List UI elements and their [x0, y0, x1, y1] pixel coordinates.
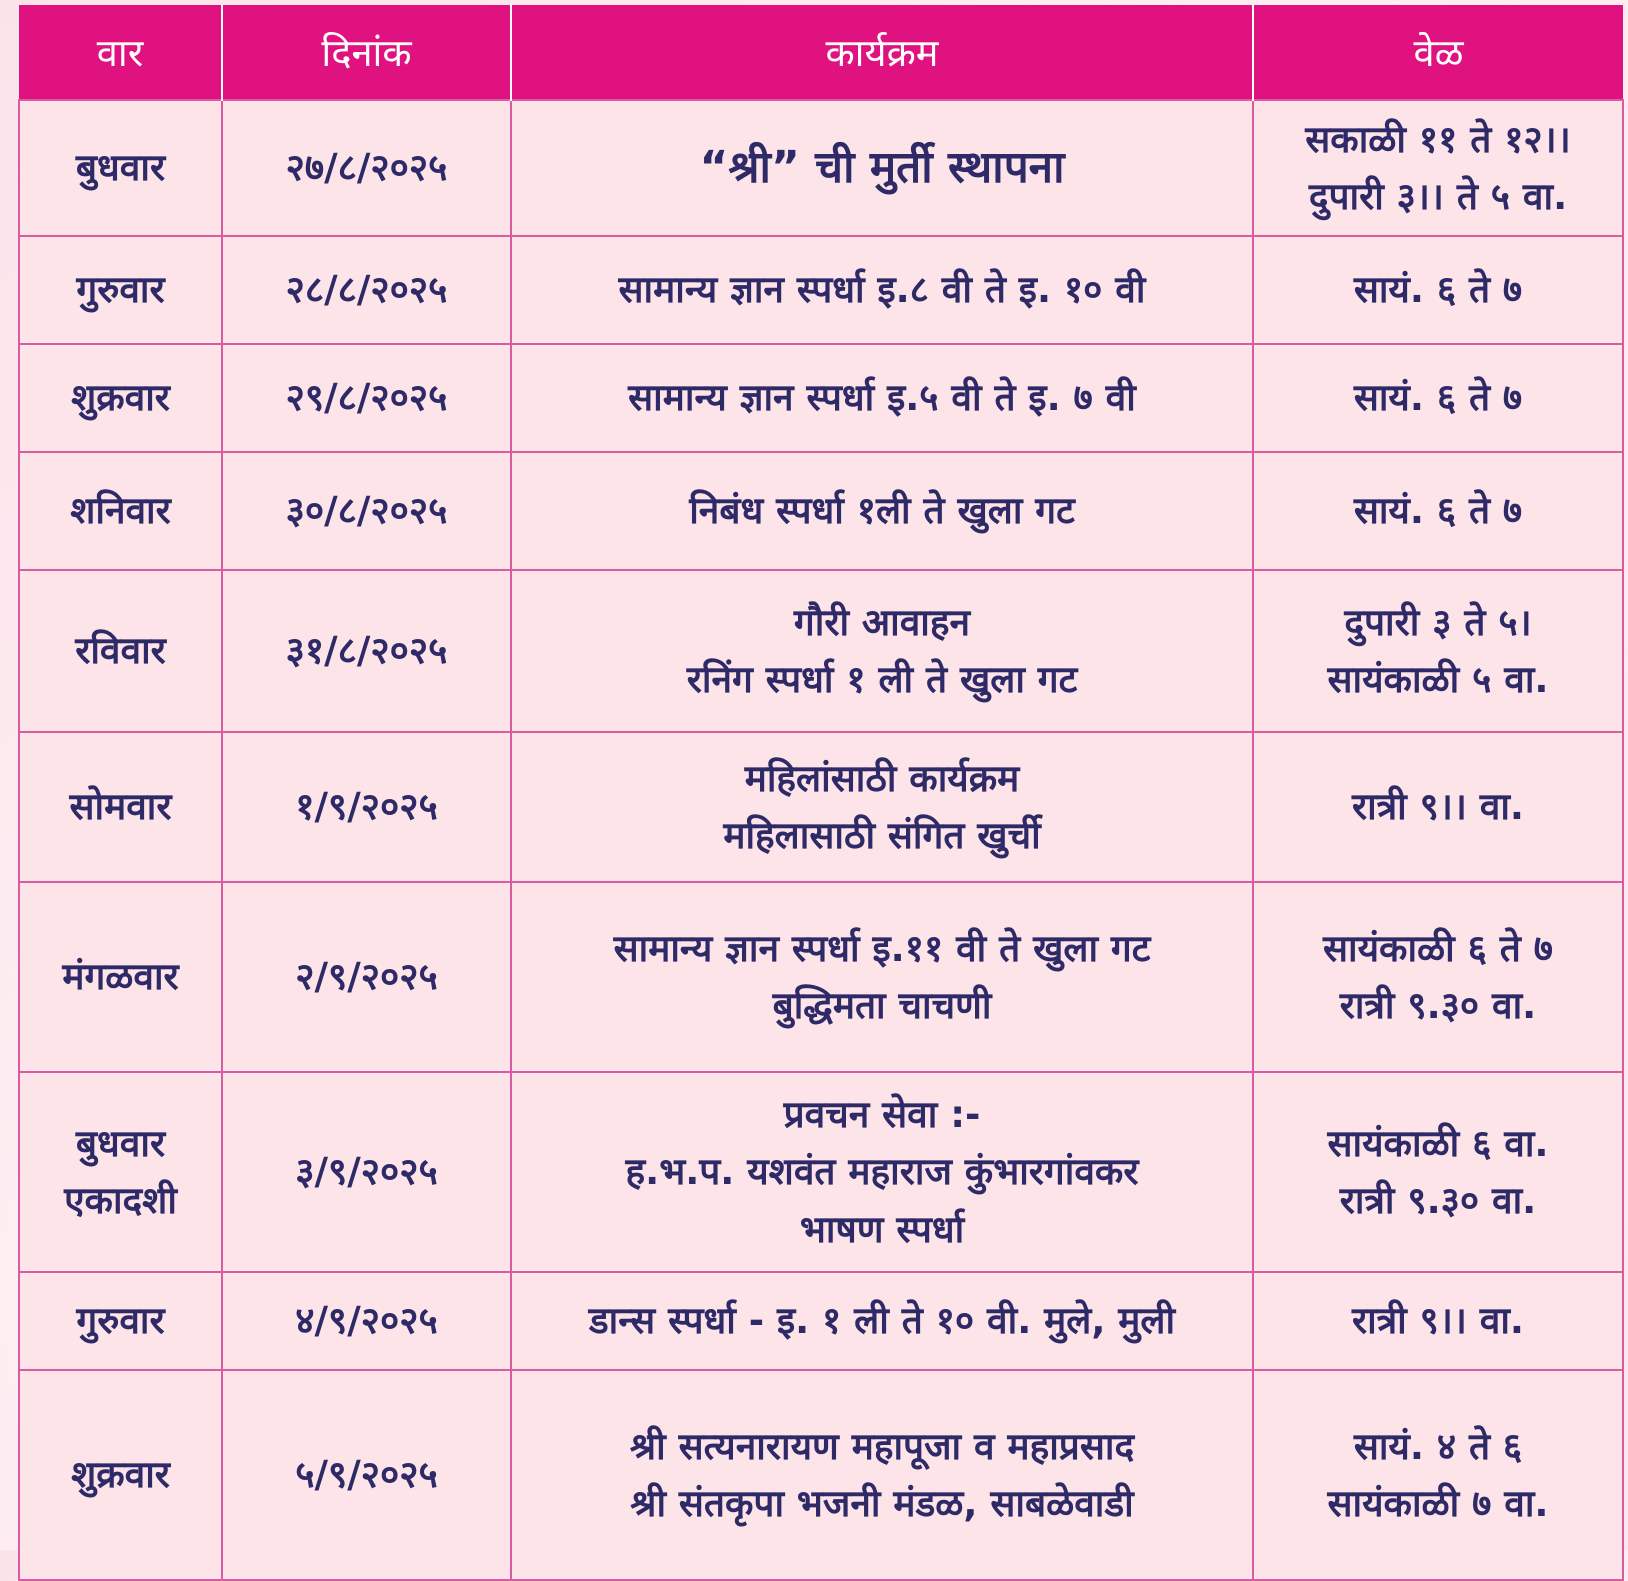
table-row — [19, 1072, 1623, 1272]
program-text: सामान्य ज्ञान स्पर्धा इ.११ वी ते खुला गट — [613, 926, 1151, 970]
cell-program — [511, 732, 1253, 882]
cell-date: २७/८/२०२५ — [222, 100, 511, 236]
time-text: रात्री ९।। वा. — [1352, 785, 1524, 829]
program-text: “श्री” ची मुर्ती स्थापना — [699, 141, 1065, 193]
cell-day — [19, 100, 222, 236]
program-text: महिलासाठी संगित खुर्ची — [723, 814, 1041, 857]
header-row — [19, 5, 1623, 100]
cell-time — [1253, 344, 1623, 452]
table-row — [19, 732, 1623, 882]
program-text: गौरी आवाहन — [793, 600, 971, 644]
cell-program — [511, 452, 1253, 570]
cell-day — [19, 732, 222, 882]
cell-program — [511, 344, 1253, 452]
cell-day — [19, 882, 222, 1072]
table-row — [19, 1272, 1623, 1370]
cell-date: २९/८/२०२५ — [222, 344, 511, 452]
cell-program — [511, 1272, 1253, 1370]
cell-time — [1253, 1370, 1623, 1580]
cell-date: ३१/८/२०२५ — [222, 570, 511, 732]
program-text: श्री संतकृपा भजनी मंडळ, साबळेवाडी — [630, 1482, 1134, 1525]
cell-program — [511, 100, 1253, 236]
cell-day — [19, 236, 222, 344]
day-text: सोमवार — [69, 785, 172, 829]
day-text: बुधवार — [75, 1121, 166, 1165]
program-text: महिलांसाठी कार्यक्रम — [744, 756, 1020, 800]
day-text: गुरुवार — [76, 268, 165, 312]
cell-day — [19, 344, 222, 452]
table-row — [19, 452, 1623, 570]
table-row — [19, 1370, 1623, 1580]
cell-date: ५/९/२०२५ — [222, 1370, 511, 1580]
cell-date: २८/८/२०२५ — [222, 236, 511, 344]
cell-program — [511, 1370, 1253, 1580]
time-text: रात्री ९.३० वा. — [1339, 984, 1537, 1027]
event-schedule-table — [18, 5, 1624, 1581]
cell-time — [1253, 732, 1623, 882]
cell-date: ३०/८/२०२५ — [222, 452, 511, 570]
time-text: सायं. ४ ते ६ — [1353, 1424, 1523, 1468]
time-text: सायं. ६ ते ७ — [1353, 376, 1523, 420]
program-text: श्री सत्यनारायण महापूजा व महाप्रसाद — [629, 1424, 1135, 1468]
cell-time — [1253, 100, 1623, 236]
program-text: सामान्य ज्ञान स्पर्धा इ.८ वी ते इ. १० वी — [618, 268, 1146, 312]
cell-time — [1253, 452, 1623, 570]
day-text: शनिवार — [70, 489, 171, 533]
time-text: दुपारी ३ ते ५। — [1344, 600, 1532, 644]
table-row — [19, 100, 1623, 236]
time-text: दुपारी ३।। ते ५ वा. — [1308, 175, 1568, 218]
cell-time — [1253, 236, 1623, 344]
cell-day — [19, 1072, 222, 1272]
cell-time — [1253, 882, 1623, 1072]
cell-program — [511, 882, 1253, 1072]
day-text: एकादशी — [64, 1179, 177, 1222]
cell-time — [1253, 570, 1623, 732]
cell-day — [19, 1272, 222, 1370]
program-text: ह.भ.प. यशवंत महाराज कुंभारगांवकर — [625, 1150, 1139, 1194]
cell-time — [1253, 1272, 1623, 1370]
time-text: सायंकाळी ६ वा. — [1327, 1121, 1549, 1165]
cell-time — [1253, 1072, 1623, 1272]
header-program: कार्यक्रम — [511, 5, 1253, 100]
day-text: गुरुवार — [76, 1299, 165, 1343]
program-text: रनिंग स्पर्धा १ ली ते खुला गट — [686, 658, 1078, 701]
cell-date: १/९/२०२५ — [222, 732, 511, 882]
cell-date: ३/९/२०२५ — [222, 1072, 511, 1272]
cell-day — [19, 452, 222, 570]
cell-program — [511, 236, 1253, 344]
day-text: मंगळवार — [62, 955, 179, 999]
table-row — [19, 344, 1623, 452]
cell-day — [19, 1370, 222, 1580]
time-text: सायंकाळी ५ वा. — [1327, 658, 1549, 701]
time-text: सायंकाळी ६ ते ७ — [1323, 926, 1553, 970]
program-text: निबंध स्पर्धा १ली ते खुला गट — [689, 489, 1075, 533]
program-text: डान्स स्पर्धा - इ. १ ली ते १० वी. मुले, मुली — [588, 1299, 1176, 1343]
time-text: सायंकाळी ७ वा. — [1327, 1482, 1549, 1525]
time-text: रात्री ९.३० वा. — [1339, 1179, 1537, 1222]
cell-date: ४/९/२०२५ — [222, 1272, 511, 1370]
program-text: प्रवचन सेवा :- — [783, 1092, 981, 1136]
program-text: सामान्य ज्ञान स्पर्धा इ.५ वी ते इ. ७ वी — [628, 376, 1136, 420]
header-day: वार — [19, 5, 222, 100]
header-date: दिनांक — [222, 5, 511, 100]
day-text: शुक्रवार — [71, 376, 170, 420]
cell-program — [511, 570, 1253, 732]
time-text: सायं. ६ ते ७ — [1353, 268, 1523, 312]
program-text: बुद्धिमता चाचणी — [772, 984, 992, 1027]
day-text: शुक्रवार — [71, 1453, 170, 1497]
time-text: सकाळी ११ ते १२।। — [1305, 117, 1571, 161]
table-row — [19, 236, 1623, 344]
header-time: वेळ — [1253, 5, 1623, 100]
time-text: सायं. ६ ते ७ — [1353, 489, 1523, 533]
time-text: रात्री ९।। वा. — [1352, 1299, 1524, 1343]
table-row — [19, 882, 1623, 1072]
day-text: बुधवार — [75, 146, 166, 190]
cell-program — [511, 1072, 1253, 1272]
program-text: भाषण स्पर्धा — [799, 1207, 965, 1251]
cell-date: २/९/२०२५ — [222, 882, 511, 1072]
day-text: रविवार — [75, 629, 166, 673]
table-row — [19, 570, 1623, 732]
cell-day — [19, 570, 222, 732]
